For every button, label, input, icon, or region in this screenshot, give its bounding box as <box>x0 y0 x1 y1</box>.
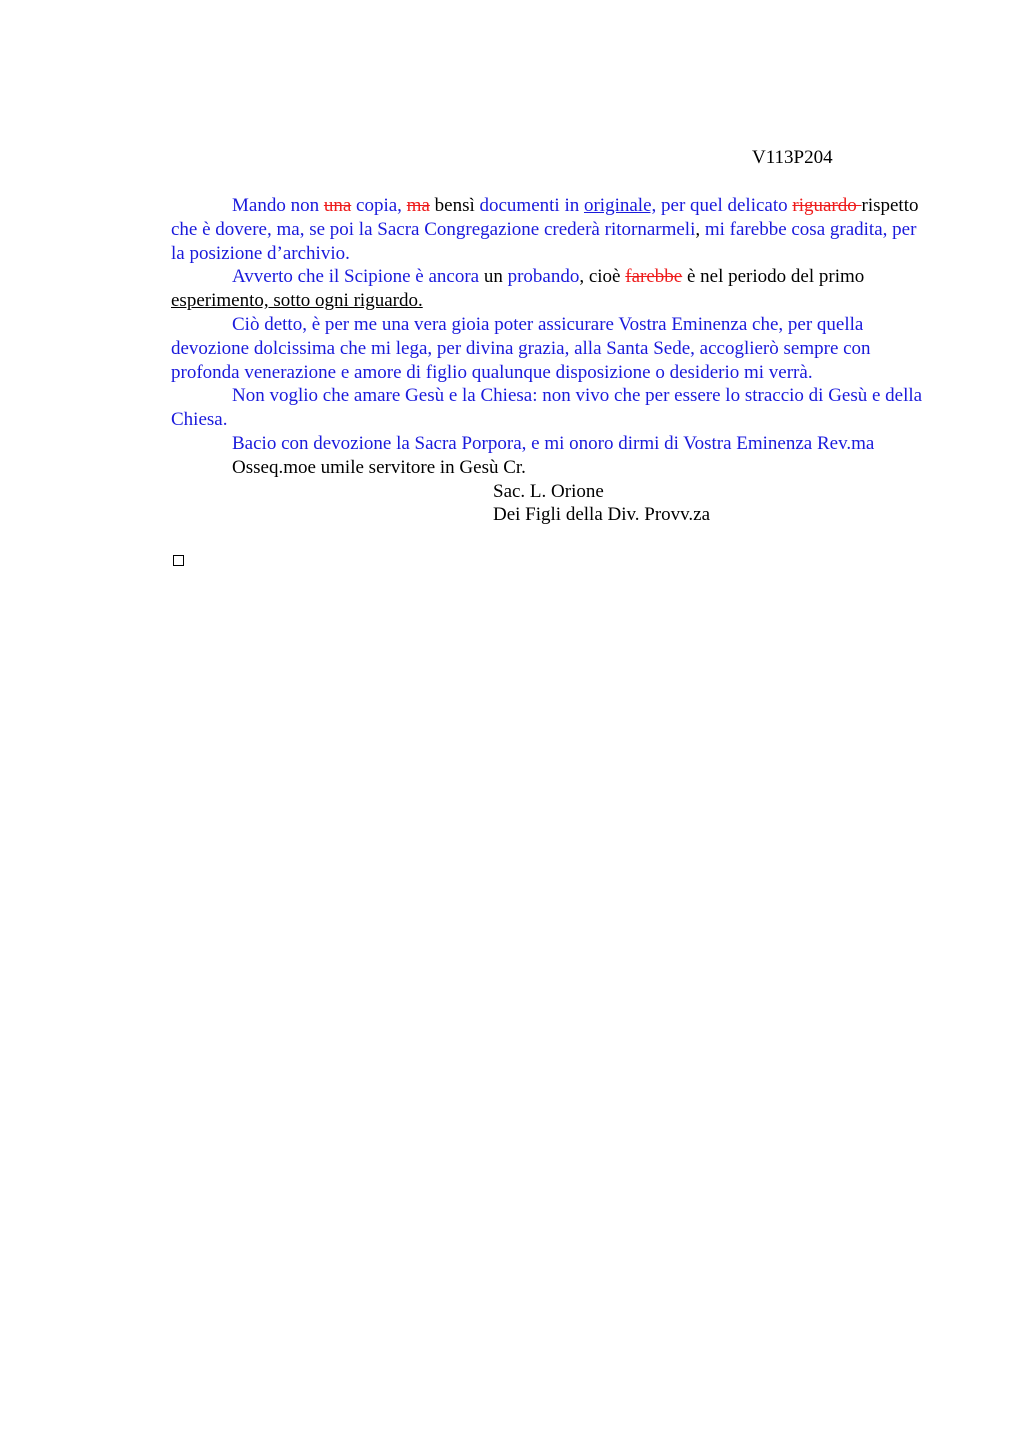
original-text: , <box>695 218 705 240</box>
paragraph-4: Non voglio che amare Gesù e la Chiesa: non vivo che per essere lo straccio di Gesù e della Chiesa. <box>171 385 923 431</box>
deleted-text: farebbe <box>625 266 683 288</box>
signature-title: Dei Figli della Div. Provv.za <box>493 504 711 526</box>
paragraph-3: Ciò detto, è per me una vera gioia poter assicurare Vostra Eminenza che, per quella devozione dolcissima che mi lega, per divina grazia, alla Santa Sede, accoglierò sempre con profonda venerazione e amore di figlio qualunque disposizione o desiderio mi verrà. <box>171 313 871 383</box>
inserted-text: per quel delicato <box>656 195 793 216</box>
deleted-text: una <box>323 195 352 216</box>
original-text: , cioè <box>579 266 626 288</box>
inserted-text: copia, <box>351 195 407 216</box>
inserted-text: Avverto che il Scipione è ancora <box>232 266 480 288</box>
original-text: rispetto <box>861 195 919 216</box>
inserted-text: che è dovere, ma, se poi la Sacra Congregazione crederà ritornarmeli <box>171 218 696 240</box>
deleted-text: riguardo <box>792 195 862 216</box>
original-text: bensì <box>429 195 480 216</box>
paragraph-2 <box>171 265 926 313</box>
original-text: è nel periodo del primo <box>682 266 865 288</box>
letter-body <box>171 194 926 527</box>
closing-line: Osseq.moe umile servitore in Gesù Cr. <box>232 456 526 478</box>
page-reference: V113P204 <box>752 147 833 168</box>
signature-name: Sac. L. Orione <box>493 480 604 502</box>
inserted-text: documenti in <box>479 195 584 216</box>
inserted-text: Mando non <box>232 195 324 216</box>
checkbox-icon <box>173 555 184 566</box>
inserted-text: probando <box>507 266 580 288</box>
original-text: un <box>479 266 508 288</box>
deleted-text: ma <box>406 195 430 216</box>
underlined-text: esperimento, sotto ogni riguardo. <box>171 290 423 312</box>
underlined-text: originale, <box>583 195 657 216</box>
paragraph-5: Bacio con devozione la Sacra Porpora, e mi onoro dirmi di Vostra Eminenza Rev.ma <box>232 432 875 454</box>
inserted-text: mi farebbe cosa gradita, per la posizione d’archivio. <box>171 218 917 264</box>
paragraph-1 <box>171 194 926 265</box>
